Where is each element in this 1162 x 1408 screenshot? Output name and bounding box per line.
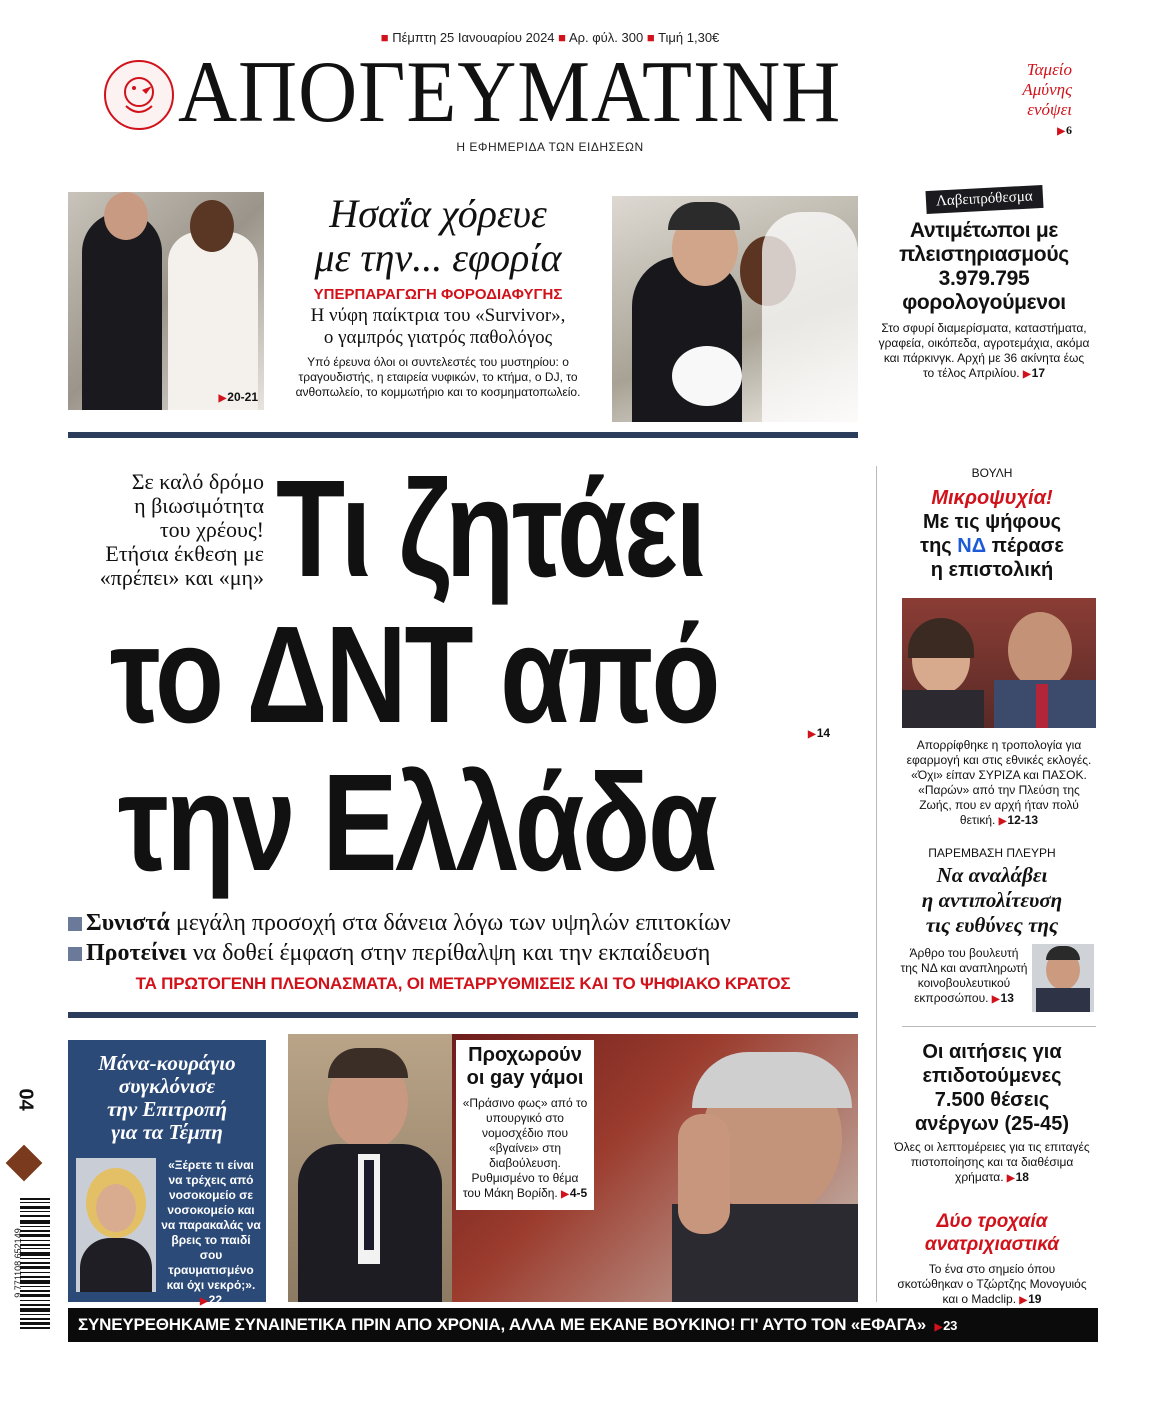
side-line: του χρέους!: [159, 517, 264, 542]
page-ref: 19: [1028, 1292, 1042, 1306]
bullet-bold: Προτείνει: [86, 940, 187, 966]
wedding-dance-photo: ▶20-21: [68, 192, 264, 410]
section-divider: [68, 1012, 858, 1018]
issue-price: Τιμή 1,30€: [658, 30, 720, 45]
headline-part: πέρασε: [986, 535, 1064, 557]
page-ref: 13: [1000, 991, 1014, 1005]
bottom-strip-text: ΣΥΝΕΥΡΕΘΗΚΑΜΕ ΣΥΝΑΙΝΕΤΙΚΑ ΠΡΙΝ ΑΠΟ ΧΡΟΝΙΑ, ΑΛΛΑ ΜΕ ΕΚΑΝΕ ΒΟΥΚΙΝΟ! ΓΙ' ΑΥΤΟ ΤΟΝ «ΕΦΑΓΑ»: [78, 1315, 927, 1334]
bird-logo-icon: [106, 62, 172, 128]
top-story-body: Υπό έρευνα όλοι οι συντελεστές του μυστηρίου: ο τραγουδιστής, η εταιρεία νυφικών, το κτήμα, ο DJ, το ανθοπωλείο, το κομμωτήριο και το κοσμηματοπωλείο.: [295, 355, 581, 399]
barcode: [4, 1196, 50, 1332]
section-divider: [68, 432, 858, 438]
tempi-story[interactable]: Μάνα-κουράγιο συγκλόνισε την Επιτροπή για τα Τέμπη «Ξέρετε τι είναι να τρέχεις από νοσοκομείο σε νοσοκομείο και να παρακαλάς να βρεις το παιδί σου τραυματισμένο και όχι νεκρό;». ▶22: [68, 1040, 266, 1302]
bullet-item: [68, 908, 868, 938]
column-divider: [876, 466, 877, 1302]
side-line: η βιωσιμότητα: [134, 493, 264, 518]
bullet-bold: Συνιστά: [86, 910, 170, 936]
pleyris-text: Άρθρο του βουλευτή της ΝΔ και αναπληρωτή κοινοβουλευτικού εκπροσώπου.: [900, 946, 1028, 1005]
jobs-story[interactable]: Οι αιτήσεις για επιδοτούμενες 7.500 θέσεις ανέργων (25-45) Όλες οι λεπτομέρειες για τις επιταγές πιστοποίησης και τα διαθέσιμα χρήματα. ▶18: [886, 1040, 1098, 1186]
side-line: Σε καλό δρόμο: [131, 469, 264, 494]
tempi-headline: Μάνα-κουράγιο: [98, 1051, 236, 1075]
gay-headline: Προχωρούν: [468, 1044, 582, 1066]
jobs-headline: 7.500 θέσεις: [934, 1089, 1050, 1111]
pleyris-body: Άρθρο του βουλευτή της ΝΔ και αναπληρωτή κοινοβουλευτικού εκπροσώπου. ▶13: [900, 946, 1028, 1005]
page-ref: 17: [1031, 366, 1046, 380]
tax-headline: πλειστηριασμούς: [899, 243, 1069, 266]
vouli-headline: Μικροψυχία!: [931, 487, 1053, 509]
mother-photo: [76, 1158, 156, 1292]
tempi-headline: για τα Τέμπη: [111, 1120, 223, 1144]
pleyris-headline: Να αναλάβει: [936, 863, 1048, 887]
main-side-blurb: [68, 470, 264, 590]
tempi-headline: την Επιτροπή: [106, 1097, 228, 1121]
promo-line: ενόψει: [1027, 100, 1072, 119]
bullet-text: να δοθεί έμφαση στην περίθαλψη και την εκπαίδευση: [186, 940, 711, 966]
top-story-headline: Ησαΐα χόρευε: [329, 191, 547, 236]
top-story-headline: με την... εφορία: [314, 235, 562, 280]
page-ref: 23: [943, 1318, 958, 1333]
page-ref: 22: [208, 1293, 223, 1307]
top-story-kicker: ΥΠΕΡΠΑΡΑΓΩΓΗ ΦΟΡΟΔΙΑΦΥΓΗΣ: [313, 286, 563, 303]
crash-story[interactable]: Δύο τροχαία ανατριχιαστικά Το ένα στο σημείο όπου σκοτώθηκαν ο Τζώρτζης Μονογυιός και ο Madclip. ▶19: [886, 1210, 1098, 1308]
vouli-text: Απορρίφθηκε η τροπολογία για εφαρμογή και στις εθνικές εκλογές. «Όχι» είπαν ΣΥΡΙΖΑ και ΠΑΣΟΚ. «Παρών» από την Πλεύση της Ζωής, που εν αρχή ήταν πολύ θετική.: [906, 738, 1092, 827]
main-headline-2[interactable]: το ΔΝΤ από: [110, 598, 719, 752]
jobs-headline: ανέργων (25-45): [915, 1113, 1069, 1135]
page-ref: 20-21: [227, 390, 258, 404]
jobs-headline: Οι αιτήσεις για: [922, 1041, 1062, 1063]
party-name: ΝΔ: [957, 535, 987, 557]
page-ref: 18: [1015, 1170, 1029, 1184]
crash-headline: Δύο τροχαία: [936, 1211, 1048, 1232]
gay-text: «Πράσινο φως» από το υπουργικό στο νομοσχέδιο που «βγαίνει» στη διαβούλευση. Ρυθμισμένο το θέμα του Μάκη Βορίδη.: [462, 1096, 588, 1200]
jobs-text: Όλες οι λεπτομέρειες για τις επιταγές πιστοποίησης και τα διαθέσιμα χρήματα.: [894, 1140, 1090, 1184]
tax-label: Λαβειπρόθεσμα: [925, 185, 1043, 214]
crash-text: Το ένα στο σημείο όπου σκοτώθηκαν ο Τζώρτζης Μονογυιός και ο Madclip.: [897, 1262, 1087, 1306]
section-label: ΒΟΥΛΗ: [971, 466, 1013, 480]
top-story-deck: ο γαμπρός γιατρός παθολόγος: [323, 327, 553, 348]
vouli-headline: [886, 534, 1098, 558]
pleyris-headline: τις ευθύνες της: [925, 913, 1059, 937]
tax-headline: Αντιμέτωποι με: [909, 219, 1059, 242]
vouli-headline: η επιστολική: [930, 559, 1054, 581]
main-kicker: ΤΑ ΠΡΩΤΟΓΕΝΗ ΠΛΕΟΝΑΣΜΑΤΑ, ΟΙ ΜΕΤΑΡΡΥΘΜΙΣΕΙΣ ΚΑΙ ΤΟ ΨΗΦΙΑΚΟ ΚΡΑΤΟΣ: [135, 974, 791, 993]
gay-headline: οι gay γάμοι: [466, 1067, 584, 1089]
issue-code: 04: [14, 1088, 37, 1111]
barcode-icon: [4, 1196, 50, 1332]
tempi-headline: συγκλόνισε: [118, 1074, 216, 1098]
vouli-body: Απορρίφθηκε η τροπολογία για εφαρμογή και στις εθνικές εκλογές. «Όχι» είπαν ΣΥΡΙΖΑ και ΠΑΣΟΚ. «Παρών» από την Πλεύση της Ζωής, που εν αρχή ήταν πολύ θετική. ▶12-13: [906, 738, 1092, 827]
mitsotakis-photo: [288, 1034, 452, 1302]
vouli-story[interactable]: [886, 466, 1098, 582]
main-headline-1[interactable]: Τι ζητάει: [276, 452, 705, 606]
page-ref: 12-13: [1007, 813, 1039, 827]
sidebar-divider: [902, 1026, 1096, 1027]
tax-headline: 3.979.795: [938, 267, 1030, 290]
newspaper-logo: [104, 60, 174, 130]
jobs-headline: επιδοτούμενες: [922, 1065, 1062, 1087]
page-ref: 14: [816, 726, 831, 740]
barcode-number: 9 771108 652149: [13, 1228, 23, 1298]
bullet-text: μεγάλη προσοχή στα δάνεια λόγω των υψηλών επιτοκίων: [169, 910, 731, 936]
bullet-item: [68, 938, 868, 968]
main-page-ref: ▶14: [808, 726, 831, 740]
tax-headline: φορολογούμενοι: [902, 291, 1066, 314]
pleyris-photo: [1032, 944, 1094, 1012]
promo-box[interactable]: Ταμείο Αμύνης ενόψει ▶6: [1002, 60, 1072, 142]
tax-body: Στο σφυρί διαμερίσματα, καταστήματα, γραφεία, οικόπεδα, αγροτεμάχια, ακόμα και πάρκινγκ. Αρχή με 36 ακίνητα έως το τέλος Απριλίου.: [878, 321, 1090, 380]
bottom-strip[interactable]: ΣΥΝΕΥΡΕΘΗΚΑΜΕ ΣΥΝΑΙΝΕΤΙΚΑ ΠΡΙΝ ΑΠΟ ΧΡΟΝΙΑ, ΑΛΛΑ ΜΕ ΕΚΑΝΕ ΒΟΥΚΙΝΟ! ΓΙ' ΑΥΤΟ ΤΟΝ «ΕΦΑΓΑ» ▶23: [68, 1308, 1098, 1342]
side-line: «πρέπει» και «μη»: [99, 565, 264, 590]
masthead-title: ΑΠΟΓΕΥΜΑΤΙΝΗ: [178, 44, 842, 141]
tax-story[interactable]: Λαβειπρόθεσμα Αντιμέτωποι με πλειστηριασμούς 3.979.795 φορολογούμενοι Στο σφυρί διαμερίσματα, καταστήματα, γραφεία, οικόπεδα, αγροτεμάχια, ακόμα και πάρκινγκ. Αρχή με 36 ακίνητα έως το τέλος Απριλίου. ▶17: [872, 188, 1096, 382]
gay-marriage-story[interactable]: Προχωρούν οι gay γάμοι «Πράσινο φως» από το υπουργικό στο νομοσχέδιο που «βγαίνει» στη διαβούλευση. Ρυθμισμένο το θέμα του Μάκη Βορίδη. ▶4-5: [456, 1040, 594, 1210]
diamond-icon: [6, 1145, 43, 1182]
crash-headline: ανατριχιαστικά: [924, 1234, 1060, 1255]
side-line: Ετήσια έκθεση με: [105, 541, 264, 566]
top-story-deck: Η νύφη παίκτρια του «Survivor»,: [310, 305, 566, 326]
promo-line: Ταμείο: [1026, 60, 1072, 79]
promo-line: Αμύνης: [1022, 80, 1072, 99]
tempi-quote: «Ξέρετε τι είναι να τρέχεις από νοσοκομείο σε νοσοκομείο και να παρακαλάς να βρεις το παιδί σου τραυματισμένο και όχι νεκρό;».: [161, 1158, 261, 1292]
wedding-kiss-photo: [612, 196, 858, 422]
promo-page-ref: 6: [1066, 123, 1072, 137]
pleyris-headline: η αντιπολίτευση: [921, 888, 1063, 912]
headline-part: της: [920, 535, 958, 557]
parliament-photo: [902, 598, 1096, 728]
issue-number: Αρ. φύλ. 300: [568, 30, 644, 45]
section-label: ΠΑΡΕΜΒΑΣΗ ΠΛΕΥΡΗ: [928, 846, 1056, 860]
issue-date: Πέμπτη 25 Ιανουαρίου 2024: [392, 30, 555, 45]
dateline: ■ Πέμπτη 25 Ιανουαρίου 2024 ■ Αρ. φύλ. 300 ■ Τιμή 1,30€: [380, 30, 720, 45]
masthead-subtitle: Η ΕΦΗΜΕΡΙΔΑ ΤΩΝ ΕΙΔΗΣΕΩΝ: [456, 140, 644, 154]
top-story[interactable]: [272, 192, 604, 400]
page-ref: 4-5: [569, 1186, 588, 1200]
pleyris-story[interactable]: [886, 846, 1098, 938]
main-bullets: [68, 908, 868, 968]
vouli-headline: Με τις ψήφους: [923, 511, 1061, 533]
main-headline-3[interactable]: την Ελλάδα: [118, 746, 716, 900]
